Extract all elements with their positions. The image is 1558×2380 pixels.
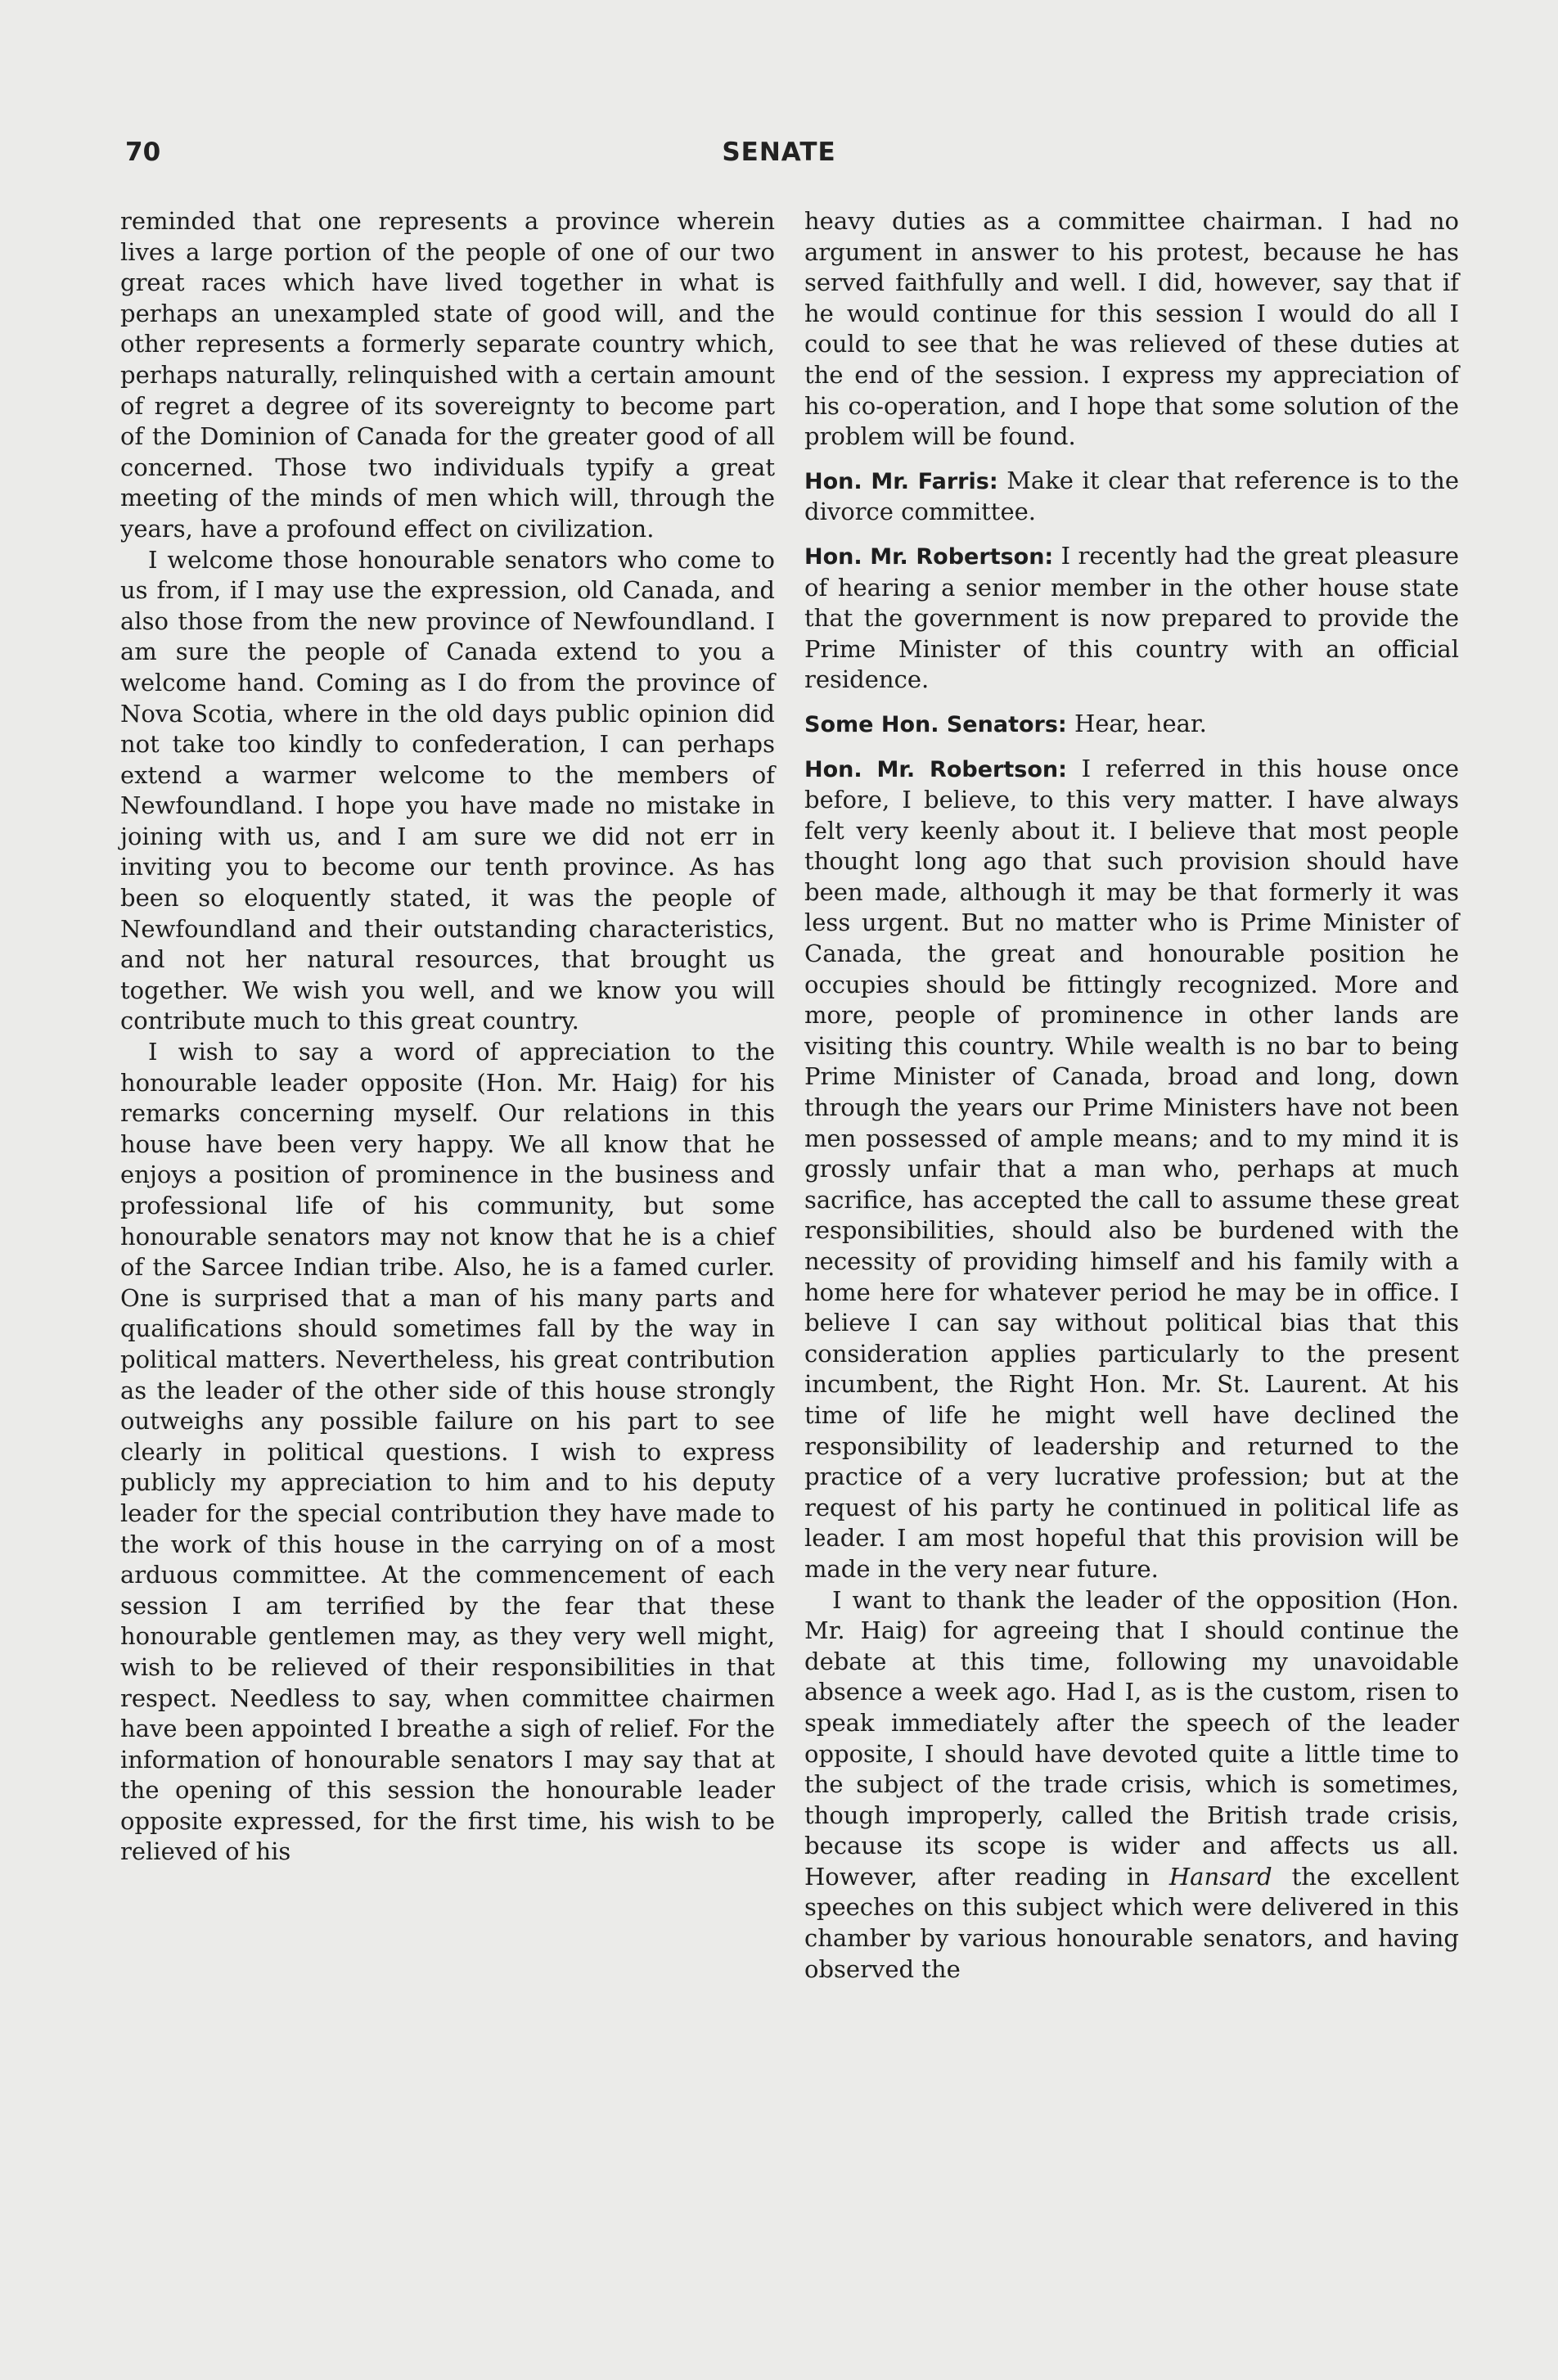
paragraph: reminded that one represents a province wherein lives a large portion of the people of one of our two great races which have lived together in what is perhaps an unexampled state of good will, and the other represents a formerly separate country which, perhaps naturally, relinquished with a certain amount of regret a degree of its sovereignty to become part of the Dominion of Canada for the greater good of all concerned. Those two individuals typify a great meeting of the minds of men which will, through the years, have a profound effect on civilization. <box>120 207 775 543</box>
speech-text: I referred in this house once before, I believe, to this very matter. I have always felt very keenly about it. I believe that most people thought long ago that such provision should have been made, although it may be that formerly it was less urgent. But no matter who is Prime Minister of Canada, the great and honourable position he occupies should be fittingly recognized. More and more, people of prominence in other lands are visiting this country. While wealth is no bar to being Prime Minister of Canada, broad and long, down through the years our Prime Ministers have not been men possessed of ample means; and to my mind it is grossly unfair that a man who, perhaps at much sacrifice, has accepted the call to assume these great responsibilities, should also be burdened with the necessity of providing himself and his family with a home here for whatever period he may be in office. I believe I can say without political bias that this consideration applies particularly to the present incumbent, the Right Hon. Mr. St. Laurent. At his time of life he might well have declined the responsibility of leadership and returned to the practice of a very lucrative profession; but at the request of his party he continued in political life as leader. I am most hopeful that this provision will be made in the very near future. <box>804 754 1460 1583</box>
speech-text: Make it clear that reference is to the divorce committee. <box>804 466 1459 526</box>
page-number: 70 <box>125 137 161 167</box>
paragraph: I wish to say a word of appreciation to the honourable leader opposite (Hon. Mr. Haig) for his remarks concerning myself. Our relations in this house have been very happy. We all know that he enjoys a position of prominence in the business and professional life of his community, but some honourable senators may not know that he is a chief of the Sarcee Indian tribe. Also, he is a famed curler. One is surprised that a man of his many parts and qualifications should sometimes fall by the way in political matters. Nevertheless, his great contribution as the leader of the other side of this house strongly outweighs any possible failure on his part to see clearly in political questions. I wish to express publicly my appreciation to him and to his deputy leader for the special contribution they have made to the work of this house in the carrying on of a most arduous committee. At the commencement of each session I am terrified by the fear that these honourable gentlemen may, as they very well might, wish to be relieved of their responsibilities in that respect. Needless to say, when committee chairmen have been appointed I breathe a sigh of relief. For the information of honourable senators I may say that at the opening of this session the honourable leader opposite expressed, for the first time, his wish to be relieved of his <box>120 1038 775 1866</box>
paragraph-text: the excellent speeches on this subject which were delivered in this chamber by various honourable senators, and having observed the <box>804 1862 1459 1983</box>
speaker-name: Some Hon. Senators: <box>804 711 1067 737</box>
speaker-name: Hon. Mr. Robertson: <box>804 756 1067 782</box>
speaker-name: Hon. Mr. Robertson: <box>804 543 1054 570</box>
left-column <box>120 206 775 1868</box>
speech-robertson <box>804 754 1459 1585</box>
paragraph <box>804 1585 1459 1986</box>
paragraph: I welcome those honourable senators who come to us from, if I may use the expression, old Canada, and also those from the new province of Newfoundland. I am sure the people of Canada extend to you a welcome hand. Coming as I do from the province of Nova Scotia, where in the old days public opinion did not take too kindly to confederation, I can perhaps extend a warmer welcome to the members of Newfoundland. I hope you have made no mistake in joining with us, and I am sure we did not err in inviting you to become our tenth province. As has been so eloquently stated, it was the people of Newfoundland and their outstanding characteristics, and not her natural resources, that brought us together. We wish you well, and we know you will contribute much to this great country. <box>120 545 775 1035</box>
speech-senators <box>804 709 1459 741</box>
italic-title: Hansard <box>1168 1862 1272 1891</box>
speech-text: I recently had the great pleasure of hearing a senior member in the other house state that the government is now prepared to provide the Prime Minister of this country with an official residence. <box>804 541 1459 694</box>
speech-text: Hear, hear. <box>1074 709 1207 737</box>
right-column <box>804 206 1459 1985</box>
paragraph-text: I want to thank the leader of the opposition (Hon. Mr. Haig) for agreeing that I should continue the debate at this time, following my unavoidable absence a week ago. Had I, as is the custom, risen to speak immediately after the speech of the leader opposite, I should have devoted quite a little time to the subject of the trade crisis, which is sometimes, though improperly, called the British trade crisis, because its scope is wider and affects us all. However, after reading in <box>804 1585 1459 1891</box>
speech-farris <box>804 466 1459 528</box>
speech-robertson <box>804 541 1459 696</box>
paragraph: heavy duties as a committee chairman. I had no argument in answer to his protest, because he has served faithfully and well. I did, however, say that if he would continue for this session I would do all I could to see that he was relieved of these duties at the end of the session. I express my appreciation of his co-operation, and I hope that some solution of the problem will be found. <box>804 207 1459 451</box>
page-header <box>0 137 1558 187</box>
speaker-name: Hon. Mr. Farris: <box>804 468 998 494</box>
running-head: SENATE <box>722 137 836 167</box>
